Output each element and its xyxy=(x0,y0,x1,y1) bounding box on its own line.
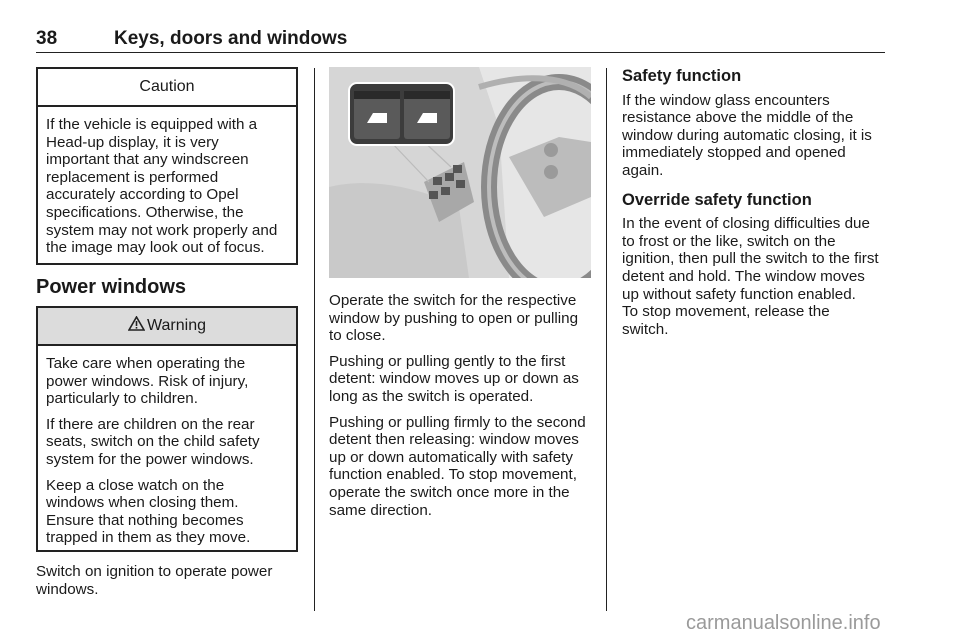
text-line: switch. xyxy=(622,320,669,338)
text-line: If the window glass encounters xyxy=(622,91,830,109)
text-line: Switch on ignition to operate power xyxy=(36,563,273,580)
heading-override-safety-function: Override safety function xyxy=(622,190,812,209)
text-line: function enabled. To stop movement, xyxy=(329,466,577,484)
power-window-switch-illustration xyxy=(329,67,591,278)
text-line: operate the switch once more in the xyxy=(329,483,570,501)
warning-triangle-icon xyxy=(128,316,145,336)
warning-line: system for the power windows. xyxy=(46,450,254,468)
text-line: Pushing or pulling gently to the first xyxy=(329,352,566,370)
text-line: up or down automatically with safety xyxy=(329,448,573,466)
caution-line: replacement is performed xyxy=(46,168,219,186)
page-header xyxy=(36,26,885,53)
right-text-column xyxy=(622,68,888,346)
text-line: Pushing or pulling firmly to the second xyxy=(329,413,586,431)
warning-box xyxy=(36,306,298,552)
warning-line: Take care when operating the xyxy=(46,355,246,372)
text-line: to frost or the like, switch on the xyxy=(622,232,836,250)
caution-box xyxy=(36,67,298,265)
caution-line: the image may look out of focus. xyxy=(46,239,265,257)
text-line: to close. xyxy=(329,327,386,345)
text-line: immediately stopped and opened xyxy=(622,144,846,162)
text-line: window by pushing to open or pulling xyxy=(329,309,579,327)
warning-body xyxy=(38,346,296,547)
text-line: resistance above the middle of the xyxy=(622,109,854,127)
caution-line: accurately according to Opel xyxy=(46,186,239,204)
page-title: Keys, doors and windows xyxy=(114,28,348,49)
section-heading-power-windows: Power windows xyxy=(36,276,187,298)
caution-line: If the vehicle is equipped with a xyxy=(46,116,258,133)
warning-paragraph xyxy=(46,355,288,408)
warning-line: power windows. Risk of injury, xyxy=(46,372,249,390)
middle-text-column xyxy=(329,292,593,527)
warning-header xyxy=(38,308,296,346)
watermark: carmanualsonline.info xyxy=(686,612,881,634)
caution-title: Caution xyxy=(38,69,296,107)
middle-paragraph xyxy=(329,353,593,406)
warning-line: seats, switch on the child safety xyxy=(46,433,260,451)
warning-line: particularly to children. xyxy=(46,390,198,408)
caution-line: system may not work properly and xyxy=(46,221,278,239)
text-line: same direction. xyxy=(329,501,432,519)
warning-line: Ensure that nothing becomes xyxy=(46,511,244,529)
text-line: windows. xyxy=(36,580,99,598)
text-line: detent then releasing: window moves xyxy=(329,431,579,449)
text-line: up without safety function enabled. xyxy=(622,285,856,303)
column-divider-left xyxy=(314,68,315,611)
caution-body xyxy=(38,107,296,257)
warning-paragraph xyxy=(46,477,288,547)
warning-line: windows when closing them. xyxy=(46,494,239,512)
text-line: detent and hold. The window moves xyxy=(622,267,865,285)
override-paragraph xyxy=(622,215,888,338)
warning-paragraph xyxy=(46,416,288,469)
heading-safety-function: Safety function xyxy=(622,67,742,85)
safety-paragraph xyxy=(622,92,888,180)
warning-line: Keep a close watch on the xyxy=(46,476,225,494)
text-line: In the event of closing difficulties due xyxy=(622,215,870,233)
caution-line: important that any windscreen xyxy=(46,151,249,169)
warning-title: Warning xyxy=(147,317,206,334)
column-divider-right xyxy=(606,68,607,611)
caution-line: Head-up display, it is very xyxy=(46,133,219,151)
middle-paragraph xyxy=(329,292,593,345)
warning-line: If there are children on the rear xyxy=(46,415,255,433)
text-line: To stop movement, release the xyxy=(622,303,830,321)
text-line: again. xyxy=(622,161,664,179)
text-line: Operate the switch for the respective xyxy=(329,292,577,309)
warning-line: trapped in them as they move. xyxy=(46,529,251,547)
text-line: ignition, then pull the switch to the first xyxy=(622,250,879,268)
text-line: long as the switch is operated. xyxy=(329,387,534,405)
caution-line: specifications. Otherwise, the xyxy=(46,203,244,221)
text-line: detent: window moves up or down as xyxy=(329,370,579,388)
text-line: window during automatic closing, it is xyxy=(622,126,872,144)
middle-paragraph xyxy=(329,414,593,520)
page-number: 38 xyxy=(36,28,58,49)
ignition-paragraph xyxy=(36,563,298,598)
